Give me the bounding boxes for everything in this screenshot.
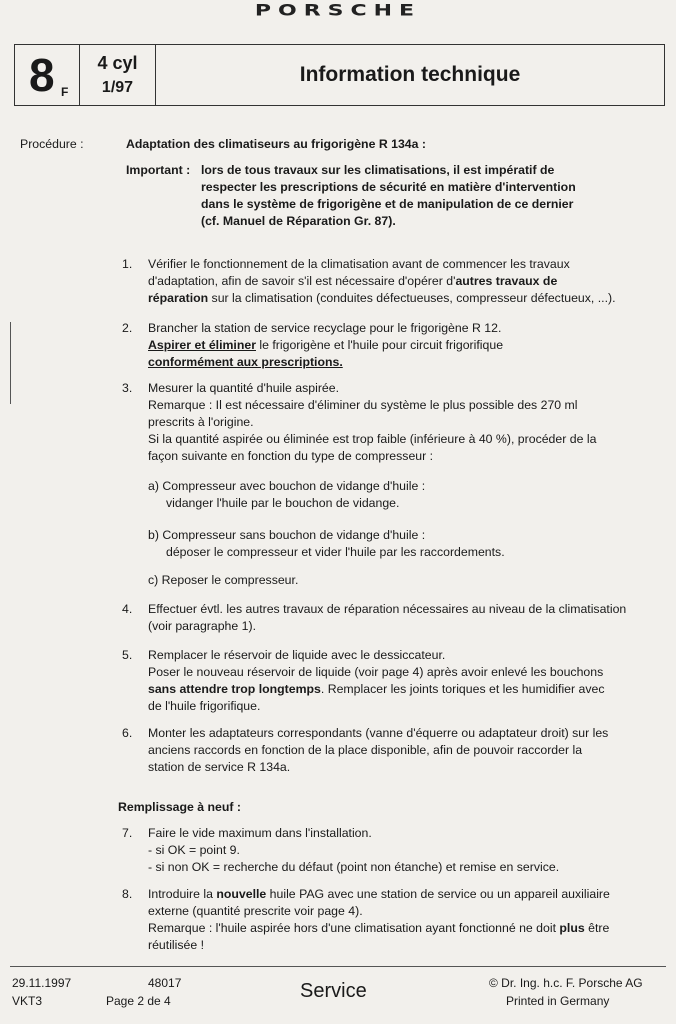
text: Remarque : l'huile aspirée hors d'une climatisation ayant fonctionné ne doit [148, 921, 560, 935]
substep-c: c) Reposer le compresseur. [148, 573, 299, 587]
margin-mark [10, 322, 11, 404]
footer-date: 29.11.1997 [12, 976, 72, 990]
page-title: Information technique [299, 63, 521, 86]
important-line: lors de tous travaux sur les climatisations, il est impératif de [201, 163, 555, 177]
step-number: 5. [122, 648, 133, 662]
section-heading: Remplissage à neuf : [118, 800, 242, 814]
text: huile PAG avec une station de service ou un appareil auxiliaire [266, 887, 610, 901]
step-7-line: - si non OK = recherche du défaut (point non étanche) et remise en service. [148, 860, 560, 874]
text: Introduire la [148, 887, 217, 901]
step-7-line: Faire le vide maximum dans l'installation. [148, 826, 372, 840]
bold-text: nouvelle [216, 887, 267, 901]
step-5-line: de l'huile frigorifique. [148, 699, 261, 713]
header-box [14, 44, 665, 106]
step-number: 6. [122, 726, 133, 740]
substep-a: a) Compresseur avec bouchon de vidange d'huile : [148, 479, 426, 493]
engine-date-cell [80, 45, 156, 105]
text: sur la climatisation (conduites défectueuses, compresseur défectueux, ...). [208, 291, 616, 305]
footer-service: Service [300, 980, 367, 1002]
step-8-line: réutilisée ! [148, 938, 205, 952]
bold-text: sans attendre trop longtemps [148, 682, 321, 696]
issue-date: 1/97 [101, 79, 134, 96]
step-6-line: anciens raccords en fonction de la place disponible, afin de pouvoir raccorder la [148, 743, 583, 757]
step-8-line [148, 886, 610, 903]
group-number-cell [15, 45, 80, 105]
step-3-line: Si la quantité aspirée ou éliminée est trop faible (inférieure à 40 %), procéder de la [148, 432, 597, 446]
procedure-label: Procédure : [20, 137, 84, 151]
step-1-line: Vérifier le fonctionnement de la climatisation avant de commencer les travaux [148, 257, 570, 271]
footer-copyright: © Dr. Ing. h.c. F. Porsche AG [489, 976, 643, 990]
bold-text: Aspirer et éliminer [148, 338, 256, 352]
substep-b: b) Compresseur sans bouchon de vidange d'huile : [148, 528, 426, 542]
footer-printed: Printed in Germany [506, 994, 610, 1008]
step-3-line: prescrits à l'origine. [148, 415, 254, 429]
step-1-line [148, 273, 557, 290]
step-2-line [148, 337, 503, 354]
step-6-line: Monter les adaptateurs correspondants (vanne d'équerre ou adaptateur droit) sur les [148, 726, 609, 740]
bold-text: plus [559, 921, 585, 935]
step-number: 8. [122, 887, 133, 901]
footer-divider [10, 966, 666, 967]
step-2-line: conformément aux prescriptions. [148, 355, 343, 369]
procedure-title: Adaptation des climatiseurs au frigorigène R 134a : [126, 137, 426, 151]
step-1-line [148, 290, 616, 307]
text: être [584, 921, 610, 935]
step-4-line: Effectuer évtl. les autres travaux de réparation nécessaires au niveau de la climatisation [148, 602, 627, 616]
important-label: Important : [126, 163, 191, 177]
group-suffix: F [61, 85, 69, 99]
important-line: dans le système de frigorigène et de manipulation de ce dernier [201, 197, 574, 211]
step-3-line: Remarque : Il est nécessaire d'éliminer du système le plus possible des 270 ml [148, 398, 578, 412]
step-number: 7. [122, 826, 133, 840]
bold-text: autres travaux de [455, 274, 558, 288]
step-7-line: - si OK = point 9. [148, 843, 240, 857]
text: d'adaptation, afin de savoir s'il est nécessaire d'opérer d' [148, 274, 456, 288]
footer-page: Page 2 de 4 [106, 994, 171, 1008]
step-number: 3. [122, 381, 133, 395]
substep-b-detail: déposer le compresseur et vider l'huile par les raccordements. [166, 545, 505, 559]
bold-text: réparation [148, 291, 209, 305]
step-8-line: externe (quantité prescrite voir page 4). [148, 904, 363, 918]
step-3-line: Mesurer la quantité d'huile aspirée. [148, 381, 340, 395]
group-number: 8 [29, 49, 55, 101]
step-2-line: Brancher la station de service recyclage pour le frigorigène R 12. [148, 321, 502, 335]
text: le frigorigène et l'huile pour circuit frigorifique [255, 338, 504, 352]
step-5-line: Remplacer le réservoir de liquide avec le dessiccateur. [148, 648, 446, 662]
substep-a-detail: vidanger l'huile par le bouchon de vidange. [166, 496, 400, 510]
step-8-line [148, 920, 609, 937]
porsche-logo: PORSCHE [254, 2, 422, 20]
step-number: 1. [122, 257, 133, 271]
step-number: 4. [122, 602, 133, 616]
engine-type: 4 cyl [97, 53, 138, 73]
step-3-line: façon suivante en fonction du type de compresseur : [148, 449, 434, 463]
important-line: (cf. Manuel de Réparation Gr. 87). [201, 214, 396, 228]
step-4-line: (voir paragraphe 1). [148, 619, 256, 633]
step-number: 2. [122, 321, 133, 335]
step-6-line: station de service R 134a. [148, 760, 291, 774]
step-5-line: Poser le nouveau réservoir de liquide (voir page 4) après avoir enlevé les bouchons [148, 665, 604, 679]
text: . Remplacer les joints toriques et les humidifier avec [320, 682, 605, 696]
footer-code: VKT3 [12, 994, 43, 1008]
footer-doc-number: 48017 [148, 976, 182, 990]
step-5-line [148, 681, 605, 698]
important-line: respecter les prescriptions de sécurité en matière d'intervention [201, 180, 576, 194]
